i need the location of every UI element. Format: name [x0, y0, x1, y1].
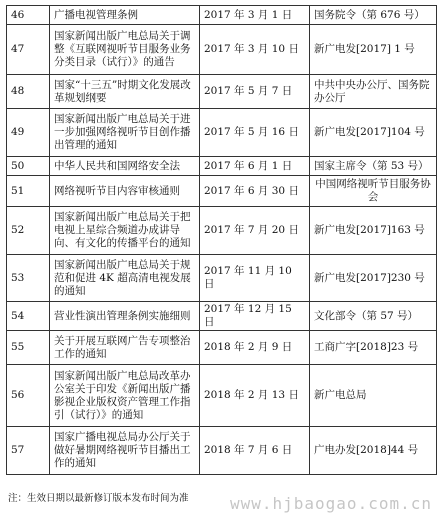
effective-date: 2018 年 2 月 13 日: [200, 365, 310, 427]
row-number: 54: [7, 302, 50, 331]
regulation-title: 中华人民共和国网络安全法: [50, 157, 200, 176]
effective-date: 2017 年 6 月 1 日: [200, 157, 310, 176]
row-number: 48: [7, 75, 50, 109]
effective-date: 2018 年 7 月 6 日: [200, 427, 310, 475]
row-number: 50: [7, 157, 50, 176]
table-row: [7, 157, 437, 176]
table-body: [7, 6, 437, 475]
regulation-title: 国家新闻出版广电总局关于进一步加强网络视听节目创作播出管理的通知: [50, 109, 200, 157]
regulation-title: 国家新闻出版广电总局关于把电视上星综合频道办成讲导向、有文化的传播平台的通知: [50, 207, 200, 255]
table-row: [7, 331, 437, 365]
effective-date: 2017 年 3 月 1 日: [200, 6, 310, 25]
row-number: 53: [7, 255, 50, 302]
row-number: 51: [7, 176, 50, 207]
effective-date: 2017 年 6 月 30 日: [200, 176, 310, 207]
row-number: 46: [7, 6, 50, 25]
issuing-authority: 中国网络视听节目服务协会: [310, 176, 437, 207]
regulation-title: 国家新闻出版广电总局关于规范和促进 4K 超高清电视发展的通知: [50, 255, 200, 302]
effective-date: 2017 年 3 月 10 日: [200, 25, 310, 75]
regulation-title: 国家新闻出版广电总局改革办公室关于印发《新闻出版广播影视企业版权资产管理工作指引（试行）》的通知: [50, 365, 200, 427]
regulation-title: 网络视听节目内容审核通则: [50, 176, 200, 207]
table-row: [7, 6, 437, 25]
row-number: 57: [7, 427, 50, 475]
footnote: 注：生效日期以最新修订版本发布时间为准: [8, 493, 189, 504]
effective-date: 2018 年 2 月 9 日: [200, 331, 310, 365]
regulation-title: 广播电视管理条例: [50, 6, 200, 25]
issuing-authority: 中共中央办公厅、国务院办公厅: [310, 75, 437, 109]
row-number: 47: [7, 25, 50, 75]
watermark: www.hjbaogao.com.cn: [229, 494, 432, 513]
row-number: 52: [7, 207, 50, 255]
table-row: [7, 176, 437, 207]
effective-date: 2017 年 11 月 10 日: [200, 255, 310, 302]
regulation-title: 国家广播电视总局办公厅关于做好暑期网络视听节目播出工作的通知: [50, 427, 200, 475]
issuing-authority: 工商广字[2018]23 号: [310, 331, 437, 365]
issuing-authority: 国务院令（第 676 号）: [310, 6, 437, 25]
issuing-authority: 新广电发[2017]230 号: [310, 255, 437, 302]
row-number: 49: [7, 109, 50, 157]
table-row: [7, 302, 437, 331]
regulation-title: 营业性演出管理条例实施细则: [50, 302, 200, 331]
table-row: [7, 207, 437, 255]
issuing-authority: 新广电发[2017]104 号: [310, 109, 437, 157]
effective-date: 2017 年 7 月 20 日: [200, 207, 310, 255]
issuing-authority: 广电办发[2018]44 号: [310, 427, 437, 475]
table-row: [7, 427, 437, 475]
row-number: 55: [7, 331, 50, 365]
issuing-authority: 文化部令（第 57 号）: [310, 302, 437, 331]
effective-date: 2017 年 5 月 16 日: [200, 109, 310, 157]
table-row: [7, 25, 437, 75]
issuing-authority: 新广电总局: [310, 365, 437, 427]
issuing-authority: 新广电发[2017] 1 号: [310, 25, 437, 75]
regulation-title: 国家新闻出版广电总局关于调整《互联网视听节目服务业务分类目录（试行）》的通告: [50, 25, 200, 75]
effective-date: 2017 年 5 月 7 日: [200, 75, 310, 109]
table-row: [7, 75, 437, 109]
regulation-title: 国家“十三五”时期文化发展改革规划纲要: [50, 75, 200, 109]
table-row: [7, 365, 437, 427]
effective-date: 2017 年 12 月 15 日: [200, 302, 310, 331]
table-row: [7, 255, 437, 302]
regulation-table: [6, 5, 437, 475]
regulation-title: 关于开展互联网广告专项整治工作的通知: [50, 331, 200, 365]
issuing-authority: 国家主席令（第 53 号）: [310, 157, 437, 176]
issuing-authority: 新广电发[2017]163 号: [310, 207, 437, 255]
row-number: 56: [7, 365, 50, 427]
table-row: [7, 109, 437, 157]
